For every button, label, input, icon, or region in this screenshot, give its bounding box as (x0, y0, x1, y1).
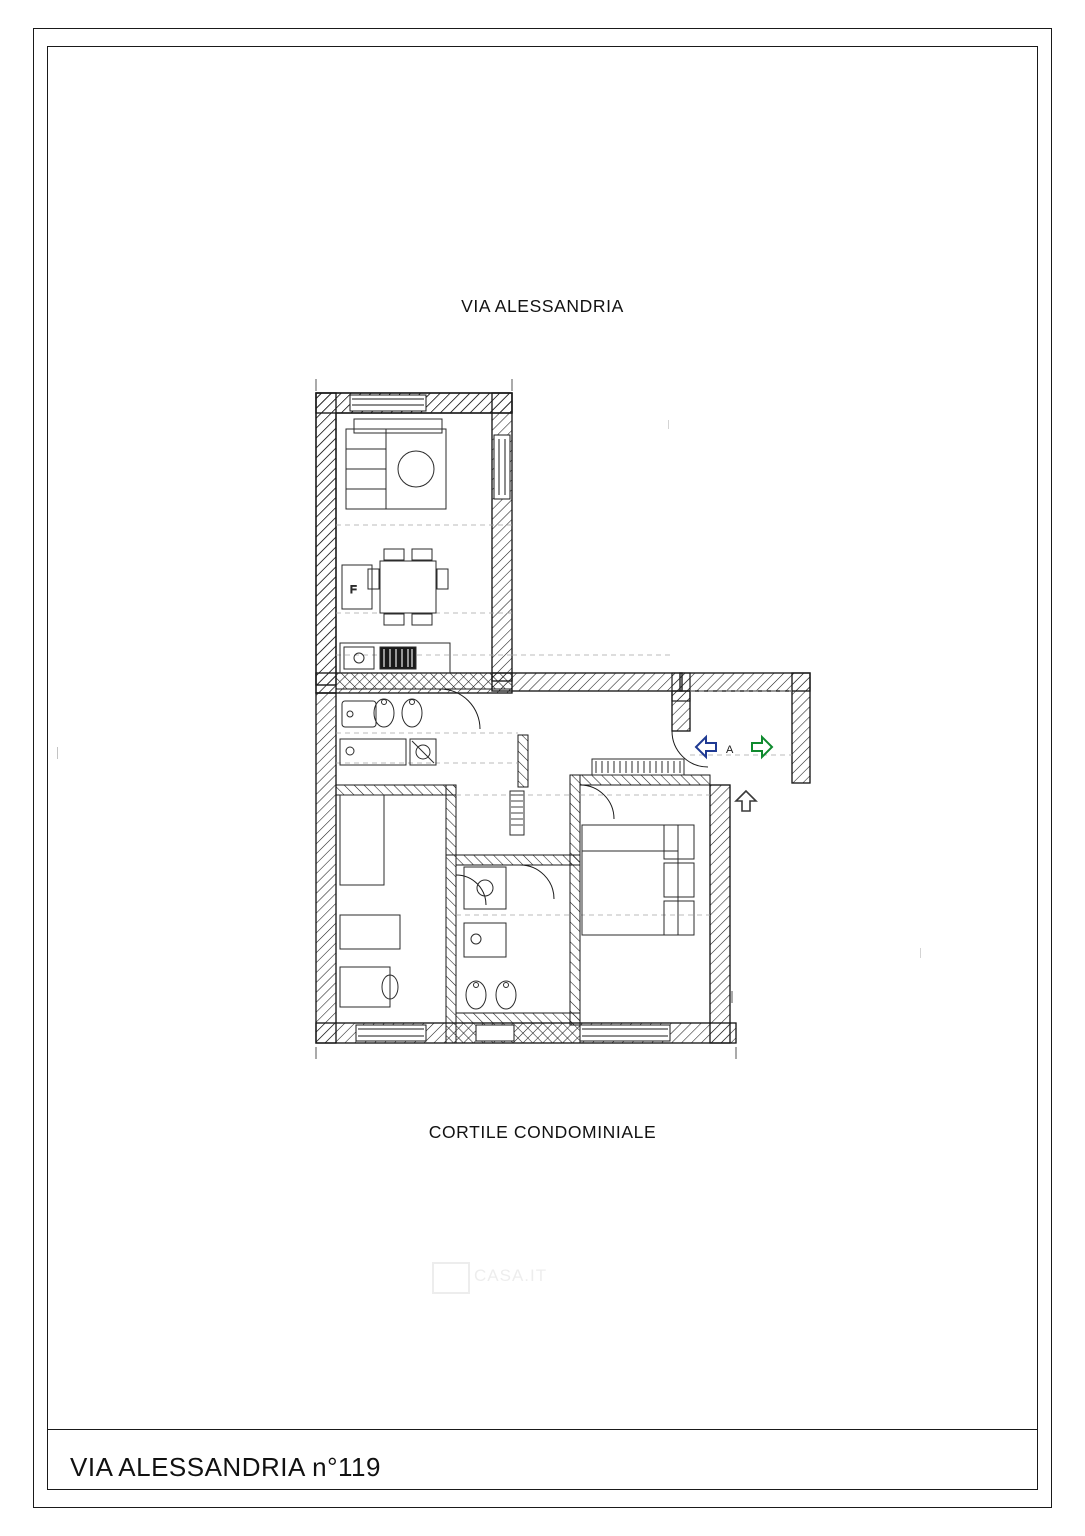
arrow-entrance-right (752, 737, 772, 757)
street-label-top (0, 296, 1085, 317)
arrow-access-up (736, 791, 756, 811)
watermark-box-icon (432, 1262, 470, 1294)
plan-walls (316, 393, 810, 1043)
furniture-bathroom-lower (464, 791, 524, 1009)
floor-plan-drawing (280, 355, 840, 1095)
title-block-divider (47, 1429, 1038, 1430)
plan-doors-and-windows (350, 395, 708, 1041)
title-block-text: VIA ALESSANDRIA n°119 (70, 1452, 381, 1482)
furniture-bathroom-upper (340, 699, 436, 765)
registration-tick-left (57, 747, 58, 759)
entrance-reference-label: A (726, 744, 734, 756)
plan-wall-outlines (316, 393, 810, 1043)
arrow-entrance-left (696, 737, 716, 757)
furniture-kitchen (340, 643, 450, 673)
fridge-label: F (350, 584, 357, 596)
furniture-living-room (346, 419, 446, 509)
furniture-dining (342, 549, 448, 625)
furniture-bedroom-left (340, 795, 400, 1007)
registration-tick-right (920, 948, 921, 958)
courtyard-label-bottom (0, 1122, 1085, 1143)
courtyard-label-bottom-text: CORTILE CONDOMINIALE (428, 1122, 657, 1142)
street-label-top-text: VIA ALESSANDRIA (461, 296, 624, 316)
watermark (432, 1258, 652, 1300)
watermark-text: CASA.IT (474, 1266, 548, 1285)
plan-partitions (336, 673, 710, 1043)
